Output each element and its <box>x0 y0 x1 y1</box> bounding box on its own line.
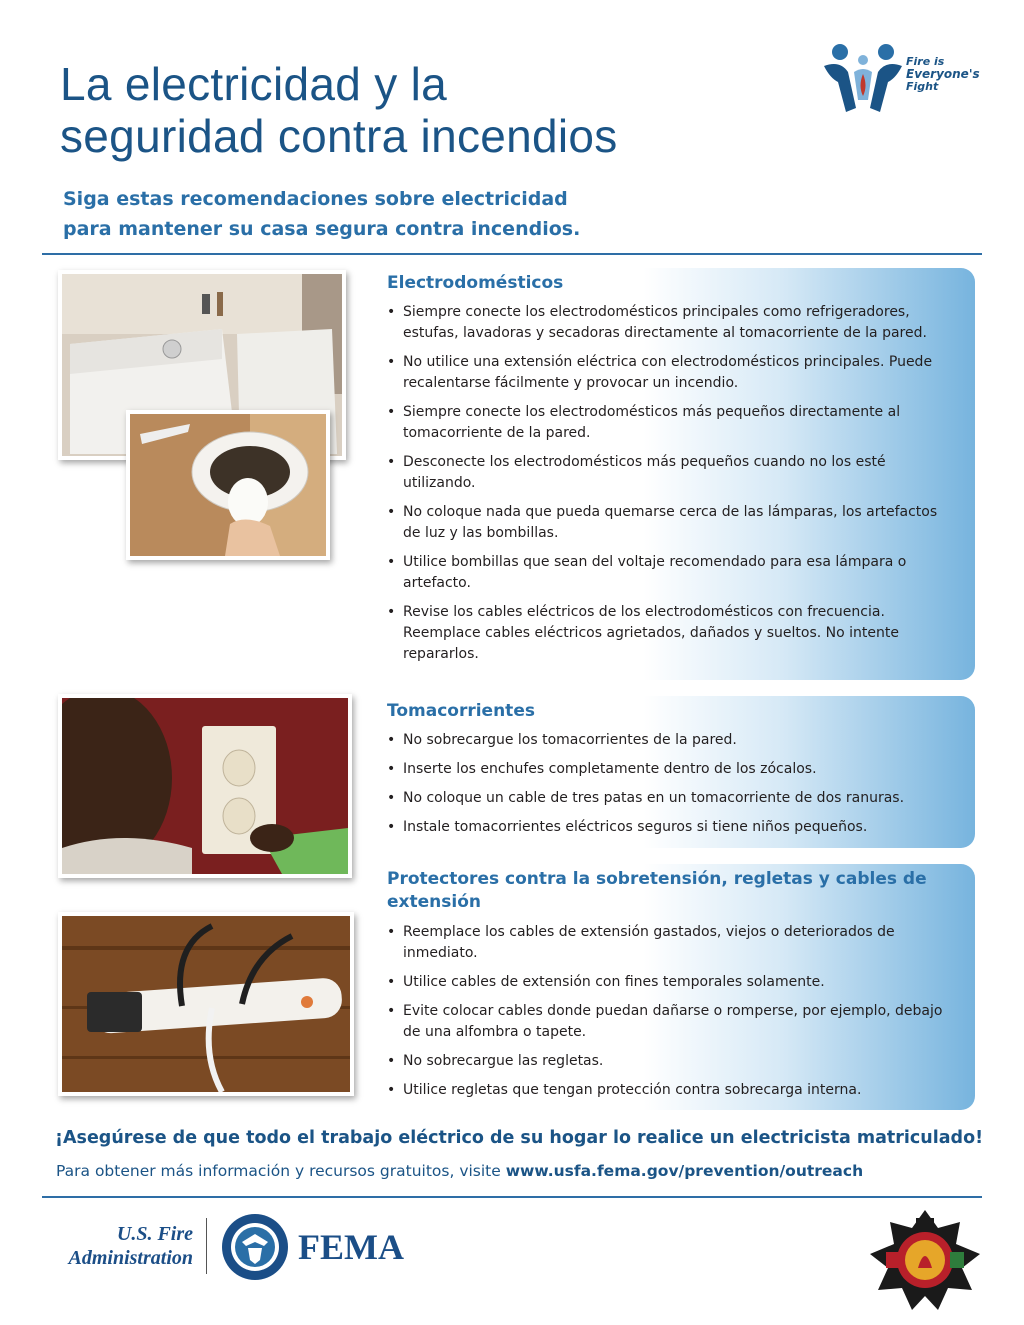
list-item: • Reemplace los cables de extensión gastados, viejos o deteriorados de inmediato. <box>387 922 957 964</box>
dhs-seal-icon <box>220 1212 290 1282</box>
logo-text-line-1: Fire is <box>906 55 945 68</box>
info-prefix: Para obtener más información y recursos gratuitos, visite <box>56 1162 506 1180</box>
section-electrodomesticos <box>372 268 975 680</box>
page-title <box>60 58 820 162</box>
power-strip-photo <box>58 912 354 1096</box>
section-tomacorrientes <box>372 696 975 848</box>
child-outlet-photo <box>58 694 352 878</box>
title-line-2: seguridad contra incendios <box>60 110 618 162</box>
bullet-list <box>387 922 957 1109</box>
list-item: • Utilice bombillas que sean del voltaje recomendado para esa lámpara o artefacto. <box>387 552 957 594</box>
fema-wordmark: FEMA <box>298 1227 404 1267</box>
logo-text-line-2: Everyone's <box>906 67 980 81</box>
bullet-list <box>387 730 957 846</box>
header-divider <box>42 253 982 255</box>
list-item: • No sobrecargue las regletas. <box>387 1051 957 1072</box>
title-line-1: La electricidad y la <box>60 58 447 110</box>
page-subtitle <box>63 184 763 244</box>
list-item: • Desconecte los electrodomésticos más pequeños cuando no los esté utilizando. <box>387 452 957 494</box>
list-item: • Utilice regletas que tengan protección contra sobrecarga interna. <box>387 1080 957 1101</box>
more-info-line <box>56 1162 996 1180</box>
bullet-list <box>387 302 957 673</box>
section-protectores <box>372 864 975 1110</box>
section-heading: Tomacorrientes <box>387 701 535 721</box>
list-item: • Instale tomacorrientes eléctricos seguros si tiene niños pequeños. <box>387 817 957 838</box>
logo-text-line-3: Fight <box>906 80 939 93</box>
list-item: • Revise los cables eléctricos de los electrodomésticos con frecuencia. Reemplace cables eléctricos agrietados, dañados y sueltos. No intente repararlos. <box>387 602 957 665</box>
fire-department-badge-icon <box>866 1208 984 1312</box>
list-item: • No coloque un cable de tres patas en un tomacorriente de dos ranuras. <box>387 788 957 809</box>
list-item: • Siempre conecte los electrodomésticos principales como refrigeradores, estufas, lavadoras y secadoras directamente al tomacorriente de la pared. <box>387 302 957 344</box>
list-item: • No utilice una extensión eléctrica con electrodomésticos principales. Puede recalentarse fácilmente y provocar un incendio. <box>387 352 957 394</box>
subtitle-line-1: Siga estas recomendaciones sobre electricidad <box>63 188 568 210</box>
list-item: • Evite colocar cables donde puedan dañarse o romperse, por ejemplo, debajo de una alfombra o tapete. <box>387 1001 957 1043</box>
subtitle-line-2: para mantener su casa segura contra incendios. <box>63 218 581 240</box>
list-item: • No coloque nada que pueda quemarse cerca de las lámparas, los artefactos de luz y las bombillas. <box>387 502 957 544</box>
usfa-line-1: U.S. Fire <box>116 1223 193 1245</box>
light-bulb-lamp-photo <box>126 410 330 560</box>
list-item: • Utilice cables de extensión con fines temporales solamente. <box>387 972 957 993</box>
usfa-wordmark <box>48 1222 193 1270</box>
fire-is-everyones-fight-logo <box>818 38 988 118</box>
usfa-line-2: Administration <box>68 1247 193 1269</box>
section-heading: Electrodomésticos <box>387 273 564 293</box>
list-item: • Siempre conecte los electrodomésticos más pequeños directamente al tomacorriente de la pared. <box>387 402 957 444</box>
logo-separator <box>206 1218 207 1274</box>
call-to-action: ¡Asegúrese de que todo el trabajo eléctrico de su hogar lo realice un electricista matriculado! <box>55 1128 984 1148</box>
logo-text <box>906 56 980 93</box>
outreach-link[interactable]: www.usfa.fema.gov/prevention/outreach <box>505 1162 864 1180</box>
section-heading: Protectores contra la sobretensión, regletas y cables de extensión <box>387 869 927 912</box>
list-item: • No sobrecargue los tomacorrientes de la pared. <box>387 730 957 751</box>
footer-divider <box>42 1196 982 1198</box>
list-item: • Inserte los enchufes completamente dentro de los zócalos. <box>387 759 957 780</box>
family-figures-icon <box>818 38 908 118</box>
